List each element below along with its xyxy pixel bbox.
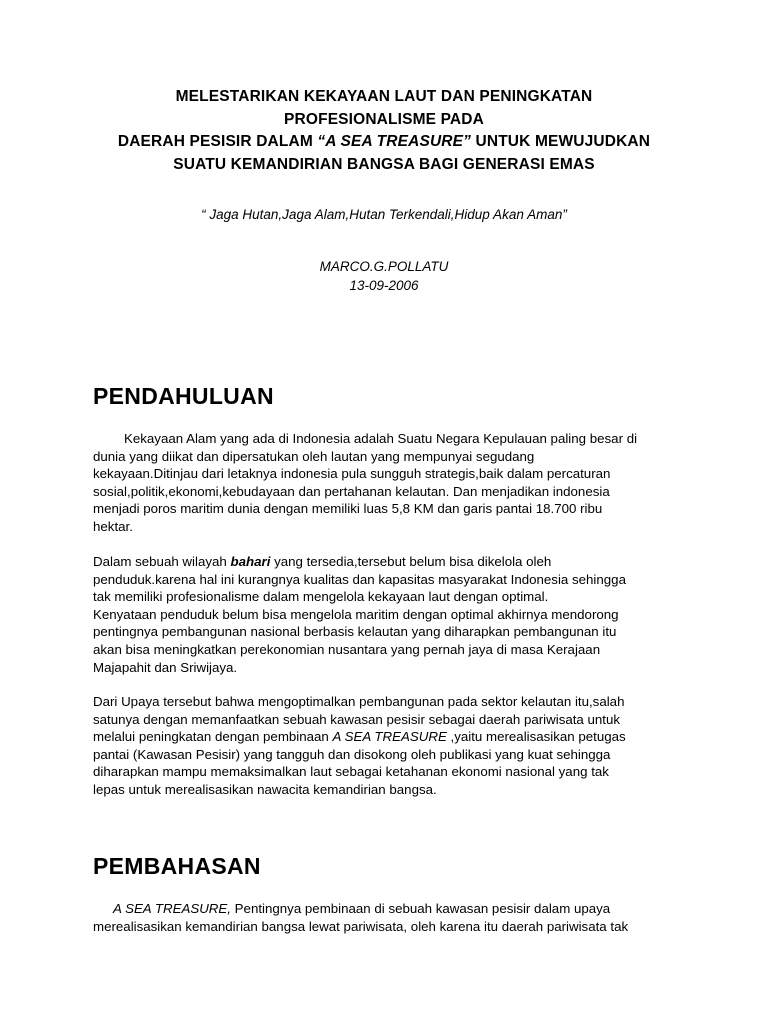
motto: “ Jaga Hutan,Jaga Alam,Hutan Terkendali,Hidup Akan Aman”	[201, 207, 567, 222]
author-date: 13-09-2006	[349, 278, 419, 293]
text-run: ,yaitu merealisasikan petugas	[446, 729, 626, 745]
title-line-3-pre: DAERAH PESISIR DALAM	[117, 133, 318, 150]
section-heading-pembahasan: PEMBAHASAN	[93, 853, 261, 879]
text-run: Pentingnya pembinaan di sebuah kawasan pesisir dalam upaya	[230, 901, 611, 916]
paragraph-line: penduduk.karena hal ini kurangnya kualitas dan kapasitas masyarakat Indonesia sehingga	[93, 571, 626, 587]
section-heading-pendahuluan: PENDAHULUAN	[93, 383, 274, 409]
paragraph-line: Majapahit dan Sriwijaya.	[93, 659, 238, 675]
title-line-3-post: UNTUK MEWUJUDKAN	[471, 133, 651, 150]
text-run: melalui peningkatan dengan pembinaan	[93, 729, 333, 745]
text-run: Dalam sebuah wilayah	[93, 554, 231, 569]
paragraph-line: hektar.	[93, 518, 133, 534]
paragraph-line: pantai (Kawasan Pesisir) yang tangguh dan disokong oleh publikasi yang kuat sehingga	[93, 746, 611, 762]
paragraph-line	[93, 728, 693, 746]
title-line-4: SUATU KEMANDIRIAN BANGSA BAGI GENERASI EMAS	[173, 155, 595, 173]
paragraph-line: Kenyataan penduduk belum bisa mengelola maritim dengan optimal akhirnya mendorong	[93, 606, 619, 622]
paragraph-pendahuluan-2	[93, 553, 693, 676]
emphasis-bahari: bahari	[230, 554, 271, 569]
paragraph-line: Kekayaan Alam yang ada di Indonesia adalah Suatu Negara Kepulauan paling besar di	[124, 431, 638, 446]
author-name: MARCO.G.POLLATU	[319, 259, 449, 274]
paragraph-pendahuluan-1	[93, 430, 693, 536]
document-title	[80, 86, 688, 176]
paragraph-line: tak memiliki profesionalisme dalam mengelola kekayaan laut dengan optimal.	[93, 589, 549, 605]
title-line-3-emphasis: “A SEA TREASURE”	[317, 133, 472, 150]
emphasis-sea-treasure: A SEA TREASURE,	[113, 901, 231, 916]
paragraph-line: satunya dengan memanfaatkan sebuah kawasan pesisir sebagai daerah pariwisata untuk	[93, 711, 621, 727]
paragraph-line: merealisasikan kemandirian bangsa lewat pariwisata, oleh karena itu daerah pariwisata tak	[93, 918, 629, 934]
paragraph-line: kekayaan.Ditinjau dari letaknya indonesia pula sungguh strategis,baik dalam percaturan	[93, 466, 611, 482]
title-line-3	[80, 131, 688, 154]
paragraph-line	[93, 553, 693, 571]
emphasis-sea-treasure: A SEA TREASURE	[332, 729, 447, 745]
paragraph-line: lepas untuk merealisasikan nawacita kemandirian bangsa.	[93, 781, 437, 797]
paragraph-line: sosial,politik,ekonomi,kebudayaan dan pertahanan kelautan. Dan menjadikan indonesia	[93, 483, 610, 499]
paragraph-line	[93, 900, 693, 918]
paragraph-line: dunia yang diikat dan dipersatukan oleh lautan yang mempunyai segudang	[93, 448, 535, 464]
paragraph-line: diharapkan mampu memaksimalkan laut sebagai ketahanan ekonomi nasional yang tak	[93, 764, 609, 780]
paragraph-pembahasan-1	[93, 900, 693, 935]
author-block	[80, 257, 688, 295]
text-run: yang tersedia,tersebut belum bisa dikelola oleh	[270, 554, 552, 569]
paragraph-line: pentingnya pembangunan nasional berbasis kelautan yang diharapkan pembangunan itu	[93, 624, 617, 640]
paragraph-line: menjadi poros maritim dunia dengan memiliki luas 5,8 KM dan garis pantai 18.700 ribu	[93, 501, 603, 517]
paragraph-line: akan bisa meningkatkan perekonomian nusantara yang pernah jaya di masa Kerajaan	[93, 641, 601, 657]
title-line-2: PROFESIONALISME PADA	[284, 110, 484, 128]
paragraph-line: Dari Upaya tersebut bahwa mengoptimalkan pembangunan pada sektor kelautan itu,salah	[93, 694, 625, 709]
paragraph-pendahuluan-3	[93, 693, 693, 799]
title-line-1: MELESTARIKAN KEKAYAAN LAUT DAN PENINGKATAN	[175, 88, 593, 105]
